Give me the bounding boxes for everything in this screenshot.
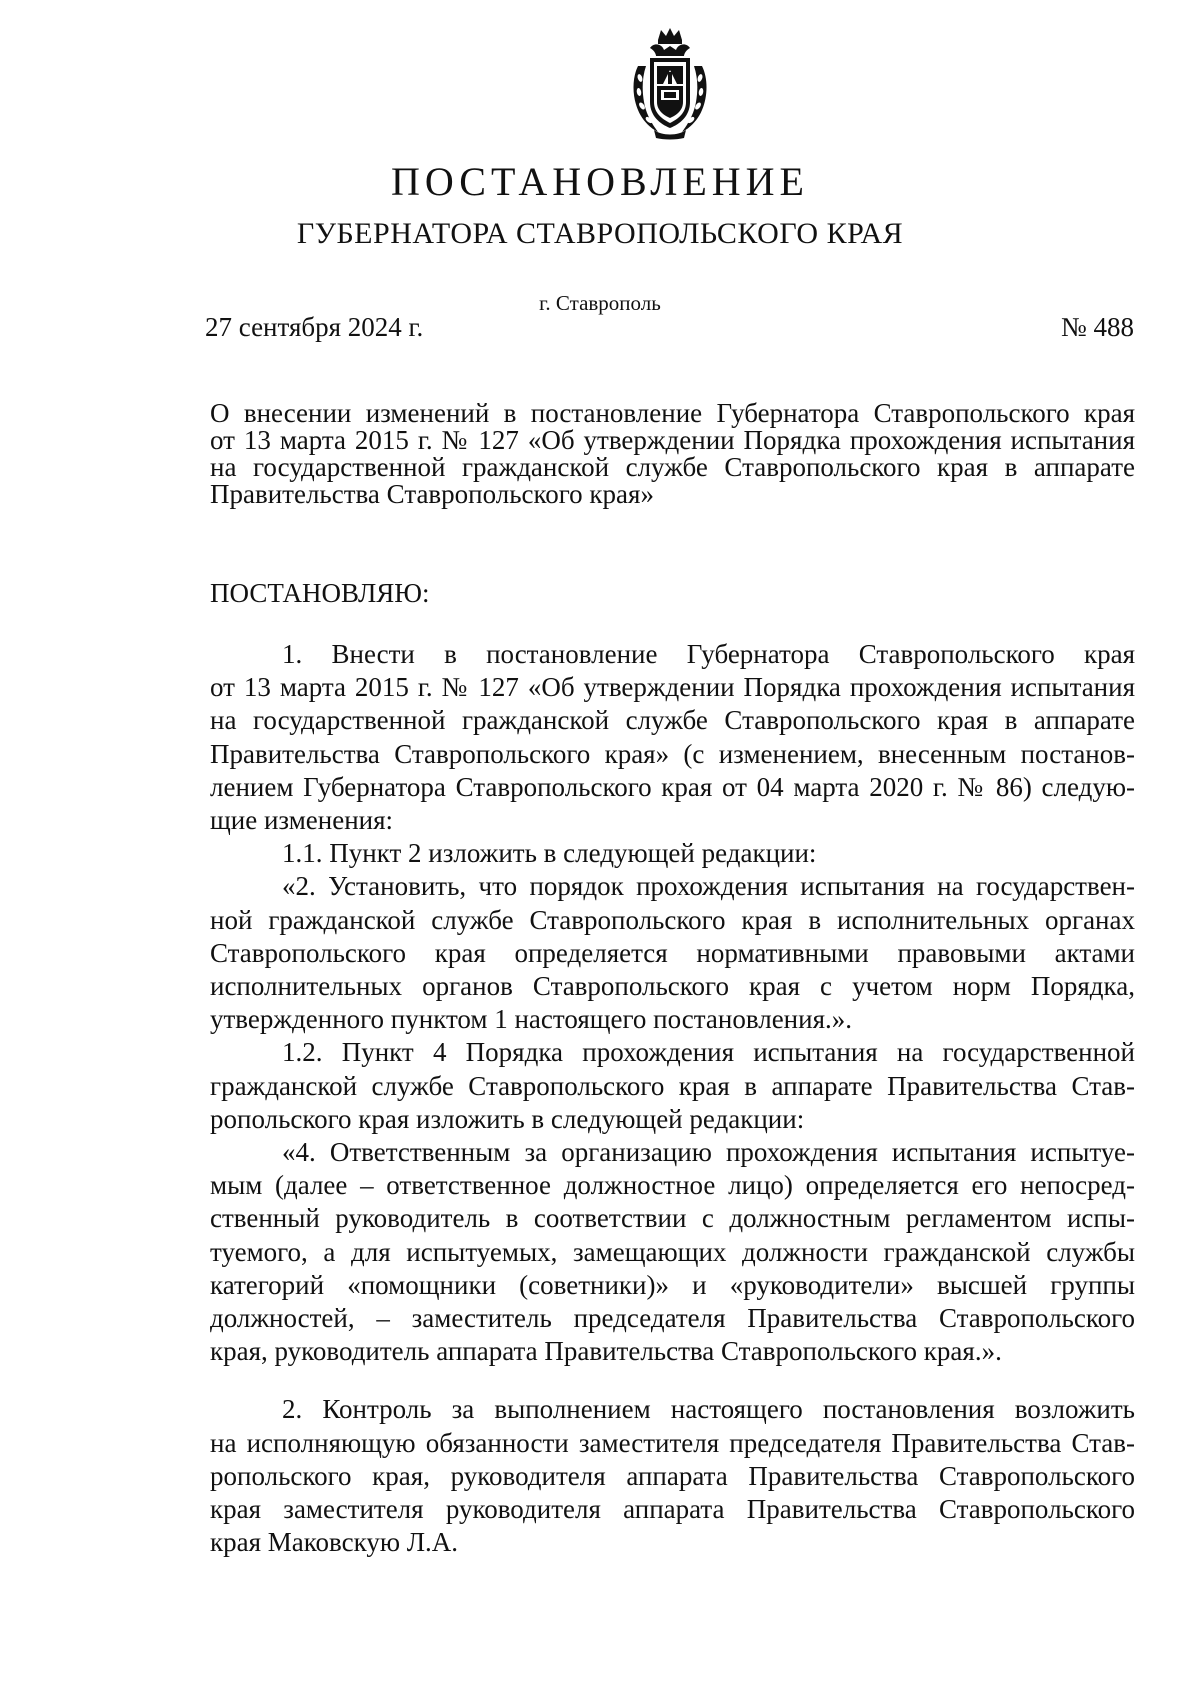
body-line: «2. Установить, что порядок прохождения испытания на государствен- — [282, 871, 1135, 902]
body-line: ропольского края изложить в следующей редакции: — [210, 1103, 805, 1134]
body-line: края заместителя руководителя аппарата Правительства Ставропольского — [210, 1494, 1135, 1525]
document-body — [210, 638, 1135, 1559]
body-line: туемого, а для испытуемых, замещающих должности гражданской службы — [210, 1236, 1135, 1267]
body-line: края, руководитель аппарата Правительства Ставропольского края.». — [210, 1336, 1002, 1367]
body-line: на исполняющую обязанности заместителя председателя Правительства Став- — [210, 1427, 1135, 1458]
body-line: ропольского края, руководителя аппарата Правительства Ставропольского — [210, 1460, 1135, 1491]
coat-of-arms-emblem — [628, 26, 712, 140]
decree-word: ПОСТАНОВЛЯЮ: — [210, 578, 430, 608]
document-city: г. Ставрополь — [539, 291, 661, 315]
body-line: ной гражданской службе Ставропольского края в исполнительных органах — [210, 904, 1135, 935]
document-issuer: ГУБЕРНАТОРА СТАВРОПОЛЬСКОГО КРАЯ — [296, 217, 904, 250]
body-line: от 13 марта 2015 г. № 127 «Об утверждении Порядка прохождения испытания — [210, 672, 1135, 703]
body-line: на государственной гражданской службе Ставропольского края в аппарате — [210, 705, 1135, 736]
document-title: ПОСТАНОВЛЕНИЕ — [391, 159, 809, 204]
document-subject — [210, 400, 1135, 508]
subject-line: Правительства Ставропольского края» — [210, 479, 654, 509]
body-line: лением Губернатора Ставропольского края от 04 марта 2020 г. № 86) следую- — [210, 771, 1135, 802]
body-line: щие изменения: — [210, 805, 394, 836]
body-line: 1.1. Пункт 2 изложить в следующей редакции: — [282, 838, 817, 869]
body-line: 2. Контроль за выполнением настоящего постановления возложить — [282, 1394, 1135, 1425]
subject-line: от 13 марта 2015 г. № 127 «Об утверждении Порядка прохождения испытания — [210, 425, 1135, 455]
subject-line: на государственной гражданской службе Ставропольского края в аппарате — [210, 452, 1135, 482]
document-number: № 488 — [1060, 312, 1134, 342]
body-line: категорий «помощники (советники)» и «руководители» высшей группы — [210, 1269, 1135, 1300]
paragraph-gap — [210, 1368, 1135, 1393]
body-line: Ставропольского края определяется нормативными правовыми актами — [210, 937, 1135, 968]
subject-line: О внесении изменений в постановление Губернатора Ставропольского края — [210, 398, 1135, 428]
body-line: гражданской службе Ставропольского края в аппарате Правительства Став- — [210, 1070, 1135, 1101]
body-line: 1. Внести в постановление Губернатора Ставропольского края — [282, 639, 1135, 669]
body-line: края Маковскую Л.А. — [210, 1527, 459, 1558]
body-line: ственный руководитель в соответствии с должностным регламентом испы- — [210, 1203, 1135, 1234]
body-line: утвержденного пунктом 1 настоящего постановления.». — [210, 1004, 853, 1035]
body-line: Правительства Ставропольского края» (с изменением, внесенным постанов- — [210, 738, 1135, 769]
body-line: должностей, – заместитель председателя Правительства Ставропольского — [210, 1303, 1135, 1334]
document-date: 27 сентября 2024 г. — [205, 312, 424, 342]
body-line: мым (далее – ответственное должностное лицо) определяется его непосред- — [210, 1170, 1135, 1201]
body-line: 1.2. Пункт 4 Порядка прохождения испытания на государственной — [282, 1037, 1135, 1068]
body-line: «4. Ответственным за организацию прохождения испытания испытуе- — [282, 1137, 1135, 1168]
body-line: исполнительных органов Ставропольского края с учетом норм Порядка, — [210, 971, 1135, 1002]
